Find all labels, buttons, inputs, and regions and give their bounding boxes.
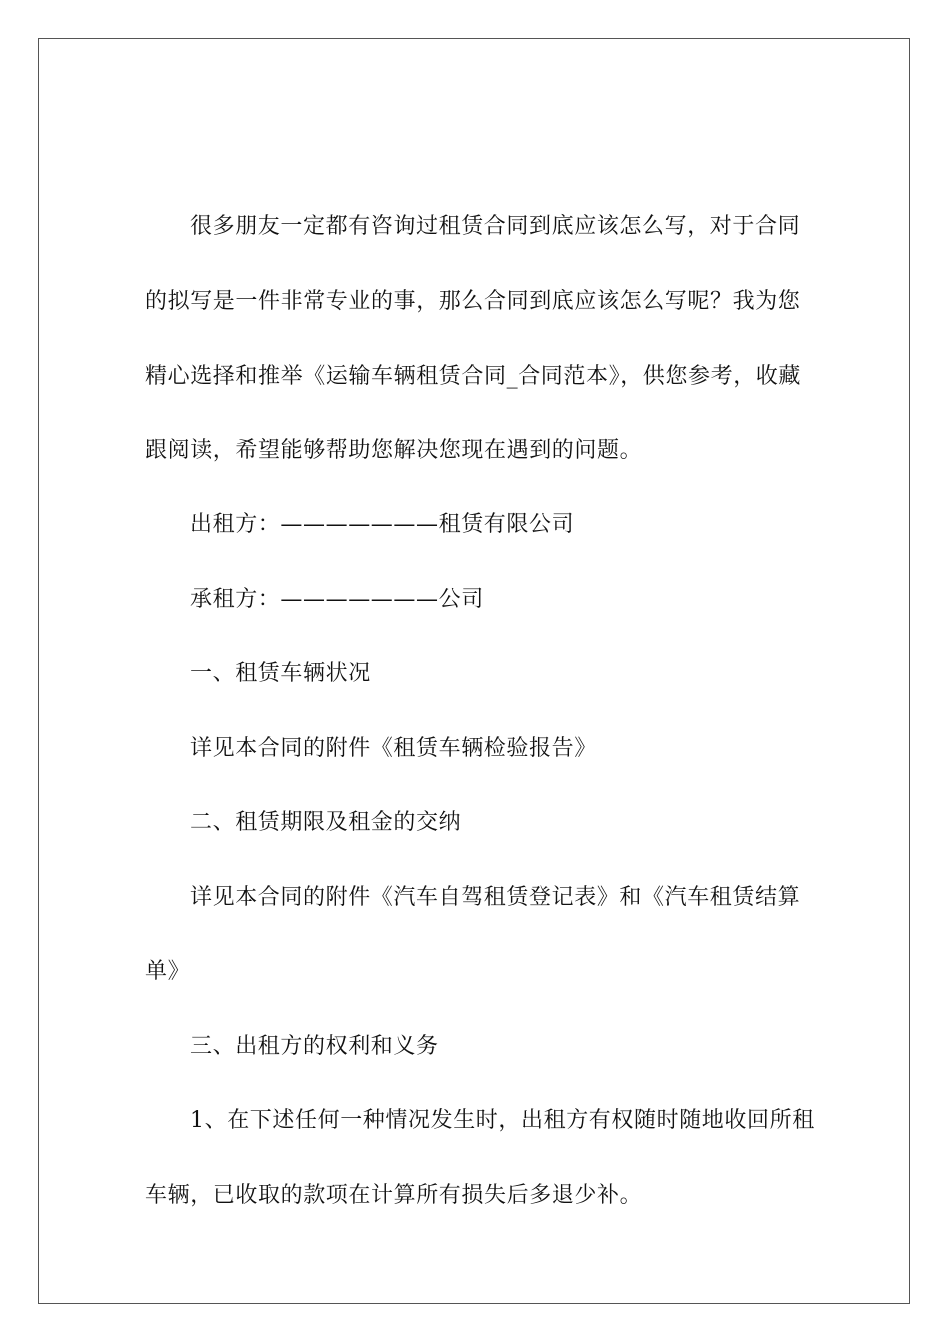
section-1-body: 详见本合同的附件《租赁车辆检验报告》 — [190, 736, 597, 761]
section-3-heading: 三、出租方的权利和义务 — [190, 1034, 439, 1059]
intro-line-2: 的拟写是一件非常专业的事，那么合同到底应该怎么写呢？我为您 — [145, 289, 801, 314]
clause-1-line-2: 车辆，已收取的款项在计算所有损失后多退少补。 — [145, 1183, 643, 1208]
intro-line-1: 很多朋友一定都有咨询过租赁合同到底应该怎么写，对于合同 — [190, 214, 801, 239]
section-2-heading: 二、租赁期限及租金的交纳 — [190, 810, 462, 835]
lessor-line: 出租方：———————租赁有限公司 — [190, 512, 575, 537]
section-1-heading: 一、租赁车辆状况 — [190, 661, 371, 686]
clause-1-line-1: 1、在下述任何一种情况发生时，出租方有权随时随地收回所租 — [190, 1108, 815, 1133]
section-2-body-line-2: 单》 — [145, 959, 191, 984]
intro-line-4: 跟阅读，希望能够帮助您解决您现在遇到的问题。 — [145, 438, 643, 463]
section-2-body-line-1: 详见本合同的附件《汽车自驾租赁登记表》和《汽车租赁结算 — [190, 885, 801, 910]
intro-line-3: 精心选择和推举《运输车辆租赁合同_合同范本》，供您参考，收藏 — [145, 364, 802, 389]
lessee-line: 承租方：———————公司 — [190, 587, 484, 612]
